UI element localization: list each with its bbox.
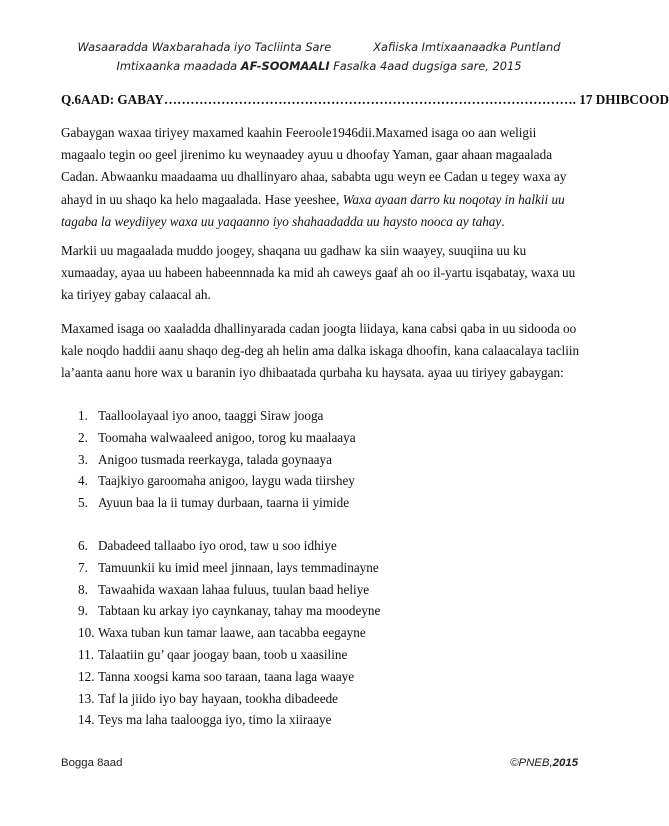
poem-line: 10. Waxa tuban kun tamar laawe, aan tacabba eegayne	[78, 625, 366, 641]
exam-board-name: Xafiiska Imtixaanaadka Puntland	[373, 40, 561, 54]
poem-line: 2. Toomaha walwaaleed anigoo, torog ku maalaaya	[78, 429, 356, 445]
poem-stanza-2	[78, 535, 380, 731]
page-header	[40, 38, 598, 76]
question-marks: 17 DHIBCOOD	[575, 92, 669, 107]
paragraph-theme: Maxamed isaga oo xaaladda dhallinyarada cadan joogta liidaya, kana cabsi qaba in uu sidooda oo kale noqdo haddii aanu shaqo deg-deg ah helin ama dalka iskaga dhoofin, kana calaacalaya tacliin la’aanta aanu hore wax u baranin iyo dhibaatada qurbaha ku haysata. ayaa uu tiriyey gabaygan:	[61, 321, 580, 381]
italic-emphasis: Waxa ayaan darro ku noqotay in halkii uu tagaba la weydiiyey waxa uu yaqaanno iyo shahaadadda uu haysto nooca ay tahay	[61, 191, 565, 229]
poem-line: 8. Tawaahida waxaan lahaa fuluus, tuulan baad heliye	[78, 581, 370, 597]
paragraph-intro: Gabaygan waxaa tiriyey maxamed kaahin Feeroole1946dii.Maxamed isaga oo aan weligii magaalo tegin oo geel jirenimo ku weynaadey ayuu u dhoofay Yaman, gaar ahaan magaalada Cadan. Abwaanku maadaama uu dhallinyaro ahaa, sababta ugu weyn ee Cadan u tegey waxa ay ahayd in uu shaqo ka helo magaalada. Hase yeeshee, Waxa ayaan darro ku noqotay in halkii uu tagaba la weydiiyey waxa uu yaqaanno iyo shahaadadda uu haysto nooca ay tahay.	[61, 125, 567, 229]
poem-line: 5. Ayuun baa la ii tumay durbaan, taarna ii yimide	[78, 495, 350, 511]
poem-line: 4. Taajkiyo garoomaha anigoo, laygu wada tiirshey	[78, 473, 355, 489]
poem-line: 9. Tabtaan ku arkay iyo caynkanay, tahay ma moodeyne	[78, 603, 381, 619]
question-dots: ………………………………………………………………………………….	[163, 92, 576, 107]
poem-line: 12. Tanna xoogsi kama soo taraan, taana laga waaye	[78, 668, 355, 684]
poem-stanza-1	[78, 405, 356, 514]
poem-line: 13. Taf la jiido iyo bay hayaan, tookha dibadeede	[78, 690, 339, 706]
page-footer	[61, 757, 578, 769]
ministry-name: Wasaaradda Waxbarahada iyo Tacliinta Sare	[77, 40, 332, 54]
question-label: Q.6AAD: GABAY	[61, 92, 164, 107]
exam-subtitle: Imtixaanka maadada AF-SOOMAALI Fasalka 4aad dugsiga sare, 2015	[116, 59, 522, 73]
poem-line: 7. Tamuunkii ku imid meel jinnaan, lays temmadinayne	[78, 559, 379, 575]
poem-line: 14. Teys ma laha taaloogga iyo, timo la xiiraaye	[78, 712, 332, 728]
poem-line: 3. Anigoo tusmada reerkayga, talada goynaaya	[78, 451, 332, 467]
copyright: ©PNEB,2015	[510, 757, 578, 769]
poem-line: 1. Taalloolayaal iyo anoo, taaggi Siraw jooga	[78, 408, 324, 423]
poem-line: 11. Talaatiin gu’ qaar joogay baan, toob u xaasiline	[78, 646, 348, 662]
paragraph-context: Markii uu magaalada muddo joogey, shaqana uu gadhaw ka siin waayey, suuqiina uu ku xumaaday, ayaa uu habeen habeennnada ka mid ah caweys gaaf ah oo il-yartu isqabatay, waxa uu ka tiriyey gabay calaacal ah.	[61, 243, 576, 303]
question-heading	[61, 92, 669, 108]
page-number: Bogga 8aad	[61, 757, 123, 769]
poem-line: 6. Dabadeed tallaabo iyo orod, taw u soo idhiye	[78, 538, 337, 553]
subject-name: AF-SOOMAALI	[240, 59, 330, 73]
